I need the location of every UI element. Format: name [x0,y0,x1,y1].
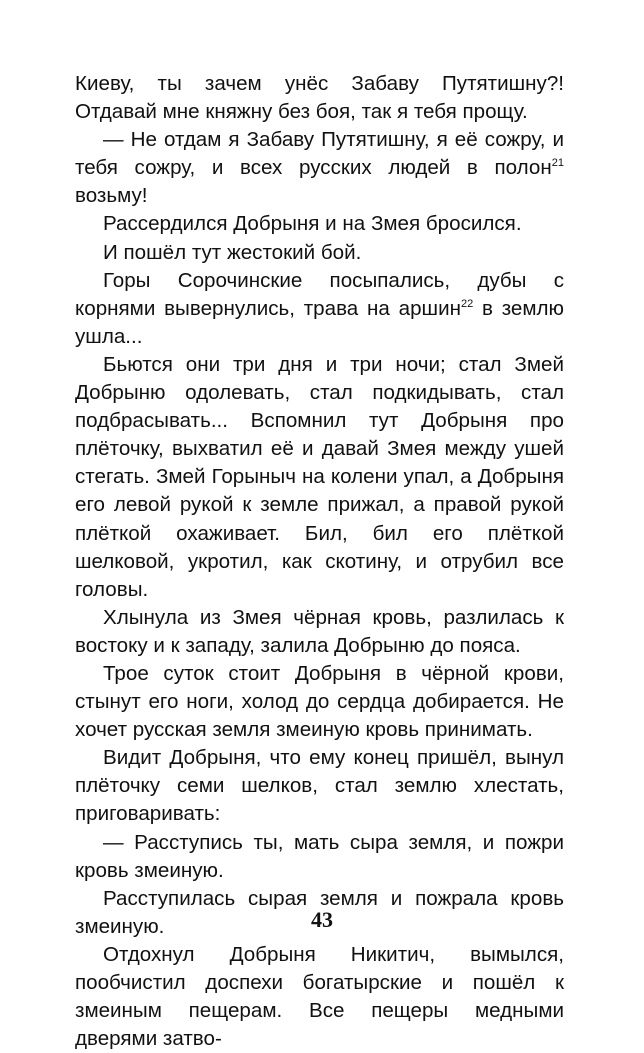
paragraph-9: Видит Добрыня, что ему конец пришёл, вынул плёточку семи шелков, стал землю хлестать, приговаривать: [75,746,564,826]
footnote-marker-21: 21 [551,157,564,170]
page-number: 43 [311,907,333,932]
paragraph-7: Хлынула из Змея чёрная кровь, разлилась к востоку и к западу, залила Добрыню до пояса. [75,605,564,657]
paragraph-10: — Расступись ты, мать сыра земля, и пожри кровь змеиную. [75,830,564,882]
footnote-marker-22: 22 [460,297,474,310]
paragraph-11: Расступилась сырая земля и пожрала кровь змеиную. [75,886,564,938]
paragraph-5: Горы Сорочинские посыпались, дубы с корнями вывернулись, трава на аршин$^{22}$ в землю ушла... [75,268,564,348]
paragraph-3: Рассердился Добрыня и на Змея бросился. [103,212,522,236]
paragraph-4: И пошёл тут жестокий бой. [103,240,362,264]
paragraph-2: — Не отдам я Забаву Путятишну, я её сожру, и тебя сожру, и всех русских людей в полон$^{21}$ возьму! [75,128,564,208]
paragraph-8: Трое суток стоит Добрыня в чёрной крови, стынут его ноги, холод до сердца добирается. Не хочет русская земля змеиную кровь принимать. [75,661,564,742]
paragraph-6: Бьются они три дня и три ночи; стал Змей Добрыню одолевать, стал подкидывать, стал подбрасывать... Вспомнил тут Добрыня про плёточку, выхватил её и давай Змея между ушей стегать. Змей Горыныч на колени упал, а Добрыня его левой рукой к земле прижал, а правой рукой плёткой охаживает. Бил, бил его плёткой шелковой, укротил, как скотину, и отрубил все головы. [75,352,564,601]
paragraph-12: Отдохнул Добрыня Никитич, вымылся, пообчистил доспехи богатырские и пошёл к змеиным пещерам. Все пещеры медными дверями затво- [75,942,564,1051]
paragraph-1: Киеву, ты зачем унёс Забаву Путятишну?! Отдавай мне княжну без боя, так я тебя прощу. [75,72,564,124]
page-body-text [75,70,564,1053]
